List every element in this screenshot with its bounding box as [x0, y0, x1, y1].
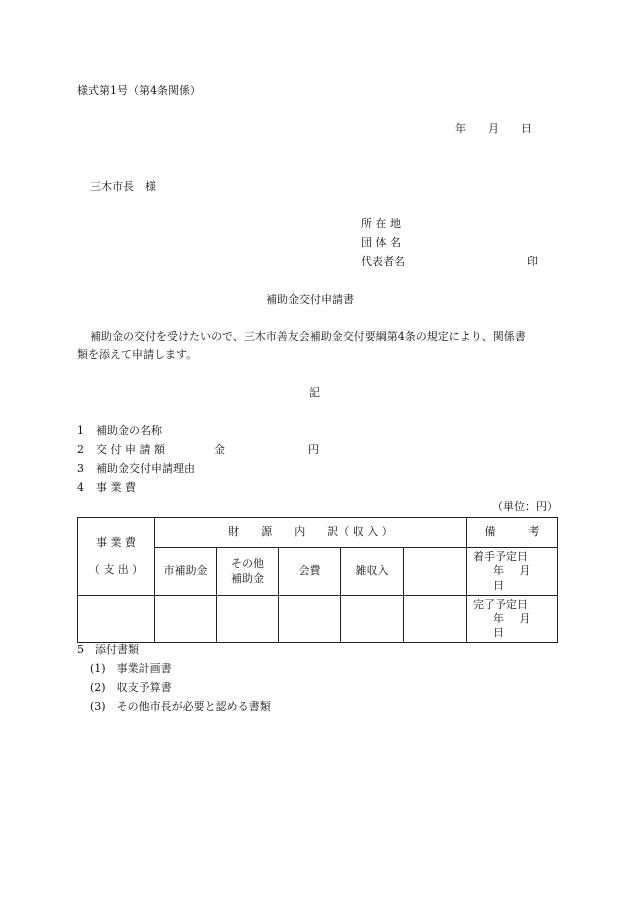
city-subsidy-value-cell[interactable]: [155, 596, 217, 643]
item-number: 2: [77, 443, 84, 456]
col-membership-fee: 会費: [279, 548, 341, 596]
attachment-item: (3) その他市長が必要と認める書類: [90, 700, 271, 713]
other-subsidy-value-cell[interactable]: [217, 596, 279, 643]
document-title: 補助金交付申請書: [266, 293, 354, 306]
expense-value-cell[interactable]: [78, 596, 155, 643]
amount-prefix: 金: [214, 443, 225, 456]
address-label: 所 在 地: [361, 217, 401, 230]
item-number: 3: [77, 462, 84, 475]
addressee: 三木市長 様: [90, 180, 156, 193]
expense-header-bottom: （ 支 出 ）: [88, 562, 144, 576]
expense-header-top: 事 業 費: [96, 536, 136, 550]
col-city-subsidy: 市補助金: [155, 548, 217, 596]
item-application-reason: 補助金交付申請理由: [96, 462, 195, 475]
misc-income-value-cell[interactable]: [341, 596, 404, 643]
attachment-item: (2) 収支予算書: [90, 681, 172, 694]
expense-header-cell: [78, 518, 155, 596]
end-date-cell: [467, 596, 558, 643]
date-line: 年 月 日: [455, 122, 532, 135]
item-project-cost: 事 業 費: [96, 481, 136, 494]
unit-label: （単位：円）: [492, 500, 558, 513]
end-date-fields: 年 月 日: [493, 611, 537, 640]
seal-mark: 印: [527, 255, 538, 268]
ki-marker: 記: [309, 386, 320, 399]
end-date-label: 完了予定日: [473, 597, 529, 611]
funding-breakdown-header: 財 源 内 訳（ 収 入 ）: [155, 518, 467, 548]
body-text-line-2: 類を添えて申請します。: [77, 348, 198, 361]
project-cost-table: [77, 517, 558, 643]
remarks-header: 備 考: [467, 518, 558, 548]
item-subsidy-name: 補助金の名称: [96, 424, 162, 437]
membership-fee-value-cell[interactable]: [279, 596, 341, 643]
group-name-label: 団 体 名: [361, 236, 401, 249]
attachment-item: (1) 事業計画書: [90, 662, 172, 675]
attachments-header: 5 添付書類: [77, 643, 139, 656]
start-date-cell: [467, 548, 558, 596]
form-number: 様式第1号（第4条関係）: [77, 84, 201, 97]
col-other-subsidy: その他 補助金: [217, 548, 279, 596]
representative-label: 代表者名: [361, 255, 405, 268]
col-misc-income: 雑収入: [341, 548, 404, 596]
item-application-amount: 交 付 申 請 額: [96, 443, 165, 456]
amount-suffix: 円: [308, 443, 319, 456]
col-blank: [404, 548, 467, 596]
blank-value-cell[interactable]: [404, 596, 467, 643]
item-number: 1: [77, 424, 84, 437]
item-number: 4: [77, 481, 84, 494]
start-date-fields: 年 月 日: [493, 564, 537, 592]
start-date-label: 着手予定日: [473, 550, 529, 564]
body-text-line-1: 補助金の交付を受けたいので、三木市善友会補助金交付要綱第4条の規定により、関係書: [90, 330, 526, 343]
